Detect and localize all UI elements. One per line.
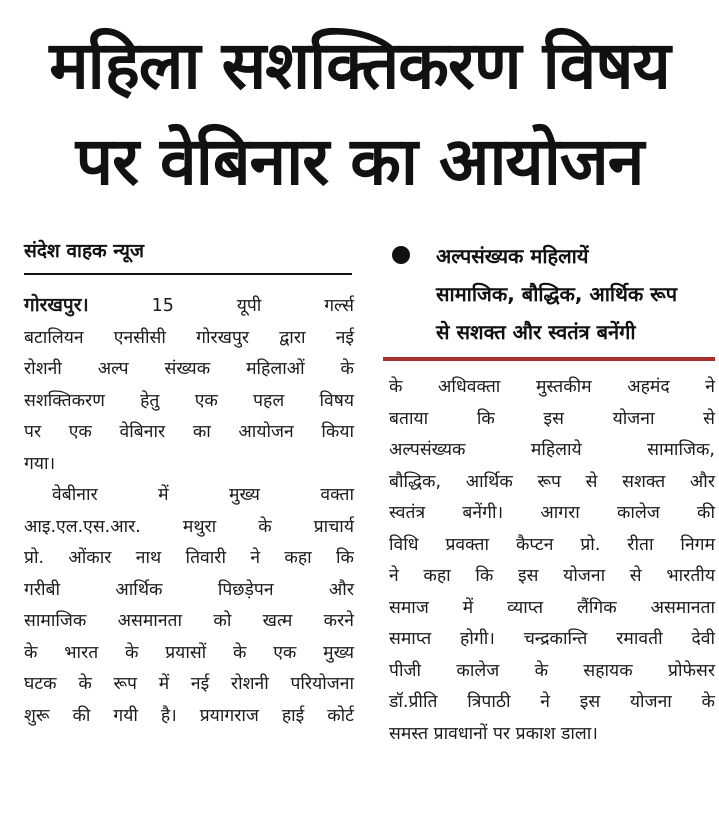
article-line: गया। xyxy=(24,453,56,474)
headline-line-1: महिला सशक्तिकरण विषय xyxy=(49,27,670,104)
article-line: स्वतंत्र बनेंगी। आगरा कालेज की xyxy=(389,503,715,523)
highlight-line-2: सामाजिक, बौद्धिक, आर्थिक रूप xyxy=(436,282,678,306)
article-line: रोशनी अल्प संख्यक महिलाओं के xyxy=(24,359,354,379)
article-line: के भारत के प्रयासों के एक मुख्य xyxy=(24,642,354,663)
article-line: समाप्त होगी। चन्द्रकान्ति रमावती देवी xyxy=(389,629,715,649)
article-line xyxy=(24,290,354,323)
article-line: बटालियन एनसीसी गोरखपुर द्वारा नई xyxy=(24,327,354,348)
highlight-box xyxy=(436,237,716,351)
right-column xyxy=(389,372,715,750)
article-line: सामाजिक असमानता को खत्म करने xyxy=(24,611,354,631)
article-line: बताया कि इस योजना से xyxy=(389,408,715,429)
headline-line-2: पर वेबिनार का आयोजन xyxy=(75,123,644,200)
article-line: विधि प्रवक्ता कैप्टन प्रो. रीता निगम xyxy=(389,534,715,555)
highlight-line-3: से सशक्त और स्वतंत्र बनेंगी xyxy=(436,320,636,344)
dateline: गोरखपुर। xyxy=(24,294,89,316)
article-line: गरीबी आर्थिक पिछड़ेपन और xyxy=(24,579,354,600)
article-line: शुरू की गयी है। प्रयागराज हाई कोर्ट xyxy=(24,705,354,726)
article-line: आइ.एल.एस.आर. मथुरा के प्राचार्य xyxy=(24,516,354,537)
byline-divider xyxy=(24,273,352,275)
byline: संदेश वाहक न्यूज xyxy=(24,240,144,262)
highlight-line-1: अल्पसंख्यक महिलायें xyxy=(436,244,589,268)
left-column xyxy=(24,290,354,732)
article-line: अल्पसंख्यक महिलाये सामाजिक, xyxy=(389,440,715,460)
article-line: प्रो. ओंकार नाथ तिवारी ने कहा कि xyxy=(24,548,354,568)
highlight-divider xyxy=(383,357,715,361)
article-line: डॉ.प्रीति त्रिपाठी ने इस योजना के xyxy=(389,692,715,712)
article-line: घटक के रूप में नई रोशनी परियोजना xyxy=(24,674,354,694)
article-line-text: 15 यूपी गर्ल्स xyxy=(88,296,354,316)
article-line: ने कहा कि इस योजना से भारतीय xyxy=(389,566,715,586)
article-line: पीजी कालेज के सहायक प्रोफेसर xyxy=(389,660,715,681)
bullet-icon xyxy=(392,246,410,264)
article-line: के अधिवक्ता मुस्तकीम अहमंद ने xyxy=(389,377,715,397)
headline xyxy=(0,18,719,210)
article-line: बौद्धिक, आर्थिक रूप से सशक्त और xyxy=(389,471,715,492)
article-line: वेबीनार में मुख्य वक्ता xyxy=(52,485,354,505)
article-line: पर एक वेबिनार का आयोजन किया xyxy=(24,422,354,442)
article-line: सशक्तिकरण हेतु एक पहल विषय xyxy=(24,390,354,411)
article-line: समस्त प्रावधानों पर प्रकाश डाला। xyxy=(389,723,598,744)
article-line: समाज में व्याप्त लैंगिक असमानता xyxy=(389,597,715,618)
